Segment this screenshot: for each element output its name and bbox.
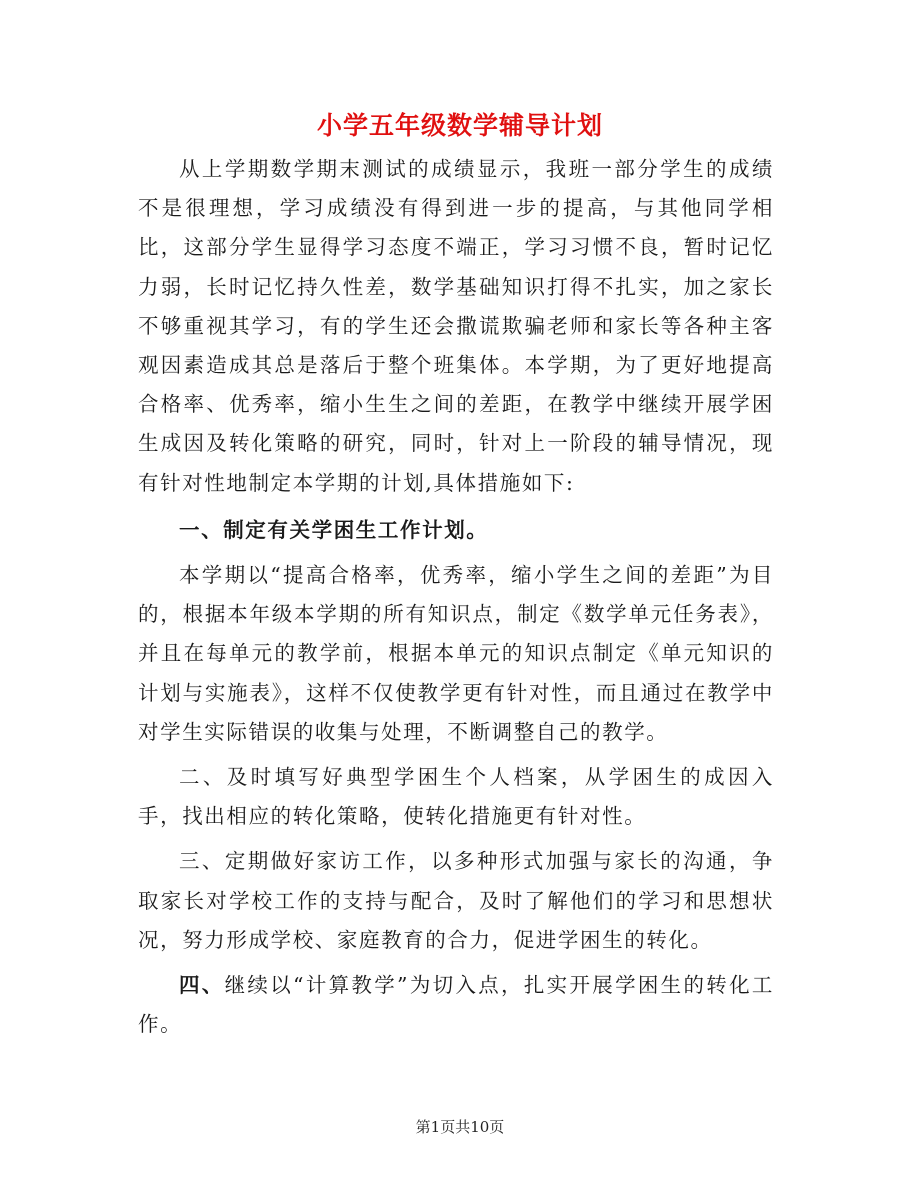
- section-1-paragraph: 本学期以“提高合格率，优秀率，缩小学生之间的差距”为目的，根据本年级本学期的所有知识点，制定《数学单元任务表》，并且在每单元的教学前，根据本单元的知识点制定《单元知识的计划与实施表》，这样不仅使教学更有针对性，而且通过在教学中对学生实际错误的收集与处理，不断调整自己的教学。: [138, 563, 774, 744]
- document-title: 小学五年级数学辅导计划: [316, 111, 603, 140]
- section-4-text: 继续以“计算教学”为切入点，扎实开展学困生的转化工作。: [138, 973, 775, 1037]
- section-3-paragraph: 三、定期做好家访工作，以多种形式加强与家长的沟通，争取家长对学校工作的支持与配合，及时了解他们的学习和思想状况，努力形成学校、家庭教育的合力，促进学困生的转化。: [138, 849, 774, 952]
- section-2-paragraph: 二、及时填写好典型学困生个人档案，从学困生的成因入手，找出相应的转化策略，使转化措施更有针对性。: [138, 765, 774, 829]
- intro-paragraph: 从上学期数学期末测试的成绩显示，我班一部分学生的成绩不是很理想，学习成绩没有得到进一步的提高，与其他同学相比，这部分学生显得学习态度不端正，学习习惯不良，暂时记忆力弱，长时记忆持久性差，数学基础知识打得不扎实，加之家长不够重视其学习，有的学生还会撒谎欺骗老师和家长等各种主客观因素造成其总是落后于整个班集体。本学期，为了更好地提高合格率、优秀率，缩小生生之间的差距，在教学中继续开展学困生成因及转化策略的研究，同时，针对上一阶段的辅导情况，现有针对性地制定本学期的计划,具体措施如下:: [138, 157, 774, 495]
- section-1-heading: 一、制定有关学困生工作计划。: [179, 517, 489, 542]
- page-number: 第1页共10页: [415, 1118, 505, 1136]
- section-4-paragraph: [138, 966, 774, 1044]
- document-body: [138, 150, 774, 1044]
- section-4-number: 四、: [179, 973, 225, 998]
